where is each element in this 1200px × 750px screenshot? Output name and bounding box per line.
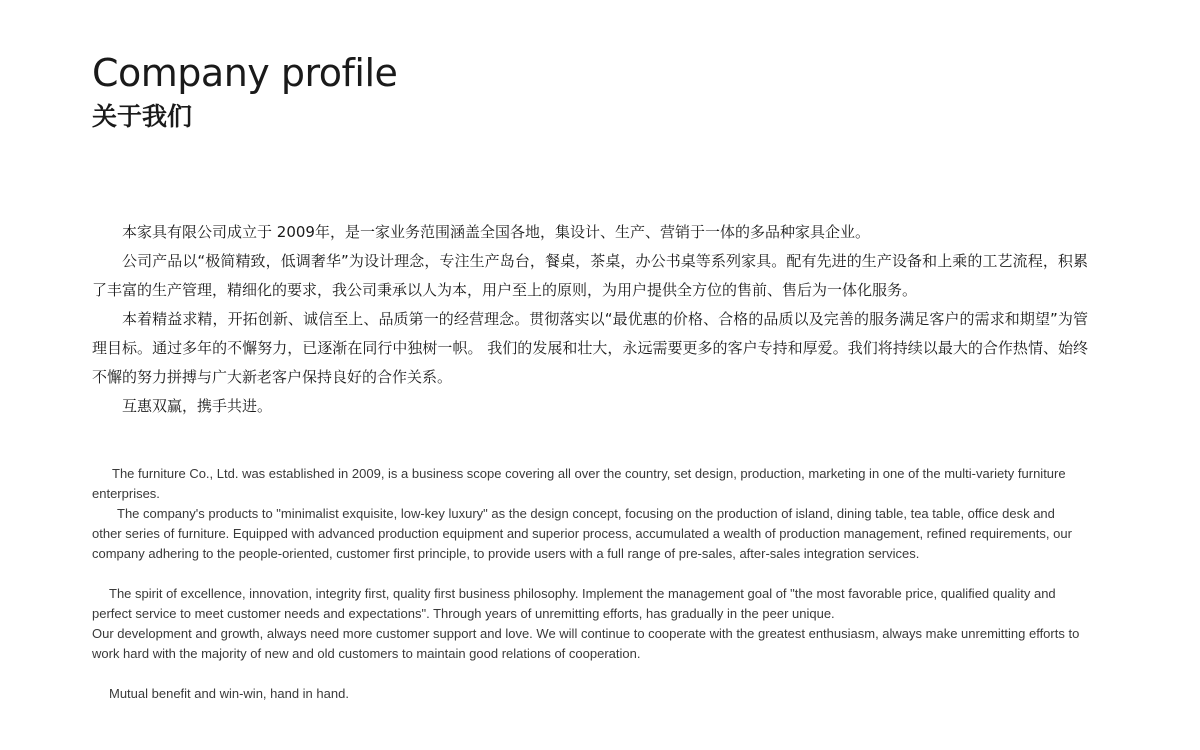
- chinese-description: [92, 218, 1088, 421]
- en-paragraph-motto: Mutual benefit and win-win, hand in hand.: [109, 686, 349, 701]
- en-paragraph-founding: The furniture Co., Ltd. was established in 2009, is a business scope covering all over the country, set design, production, marketing in one of the multi-variety furniture enterprises.: [92, 466, 1066, 501]
- cn-paragraph-founding: 本家具有限公司成立于 2009年，是一家业务范围涵盖全国各地，集设计、生产、营销于一体的多品种家具企业。: [122, 223, 870, 241]
- en-paragraph-growth: Our development and growth, always need more customer support and love. We will continue to cooperate with the greatest enthusiasm, always make unremitting efforts to work hard with the majority of new and old customers to maintain good relations of cooperation.: [92, 626, 1080, 661]
- cn-paragraph-motto: 互惠双赢，携手共进。: [122, 397, 273, 415]
- english-description: [92, 464, 1088, 704]
- cn-paragraph-products: 公司产品以“极简精致，低调奢华”为设计理念，专注生产岛台，餐桌，茶桌，办公书桌等系列家具。配有先进的生产设备和上乘的工艺流程，积累了丰富的生产管理，精细化的要求，我公司秉承以人为本，用户至上的原则，为用户提供全方位的售前、售后为一体化服务。: [92, 252, 1088, 299]
- page-subtitle: 关于我们: [92, 102, 193, 131]
- page-title: Company profile: [92, 51, 398, 95]
- en-paragraph-products: The company's products to "minimalist exquisite, low-key luxury" as the design concept, focusing on the production of island, dining table, tea table, office desk and other series of furniture. Equipped with advanced production equipment and superior process, accumulated a wealth of production management, refined requirements, our company adhering to the people-oriented, customer first principle, to provide users with a full range of pre-sales, after-sales integration services.: [92, 506, 1072, 561]
- cn-paragraph-philosophy: 本着精益求精，开拓创新、诚信至上、品质第一的经营理念。贯彻落实以“最优惠的价格、合格的品质以及完善的服务满足客户的需求和期望”为管理目标。通过多年的不懈努力，已逐渐在同行中独树一帜。 我们的发展和壮大，永远需要更多的客户专持和厚爱。我们将持续以最大的合作热情、始终不懈的努力拼搏与广大新老客户保持良好的合作关系。: [92, 310, 1088, 386]
- en-paragraph-philosophy: The spirit of excellence, innovation, integrity first, quality first business philosophy. Implement the management goal of "the most favorable price, qualified quality and perfect service to meet customer needs and expectations". Through years of unremitting efforts, has gradually in the peer unique.: [92, 586, 1056, 621]
